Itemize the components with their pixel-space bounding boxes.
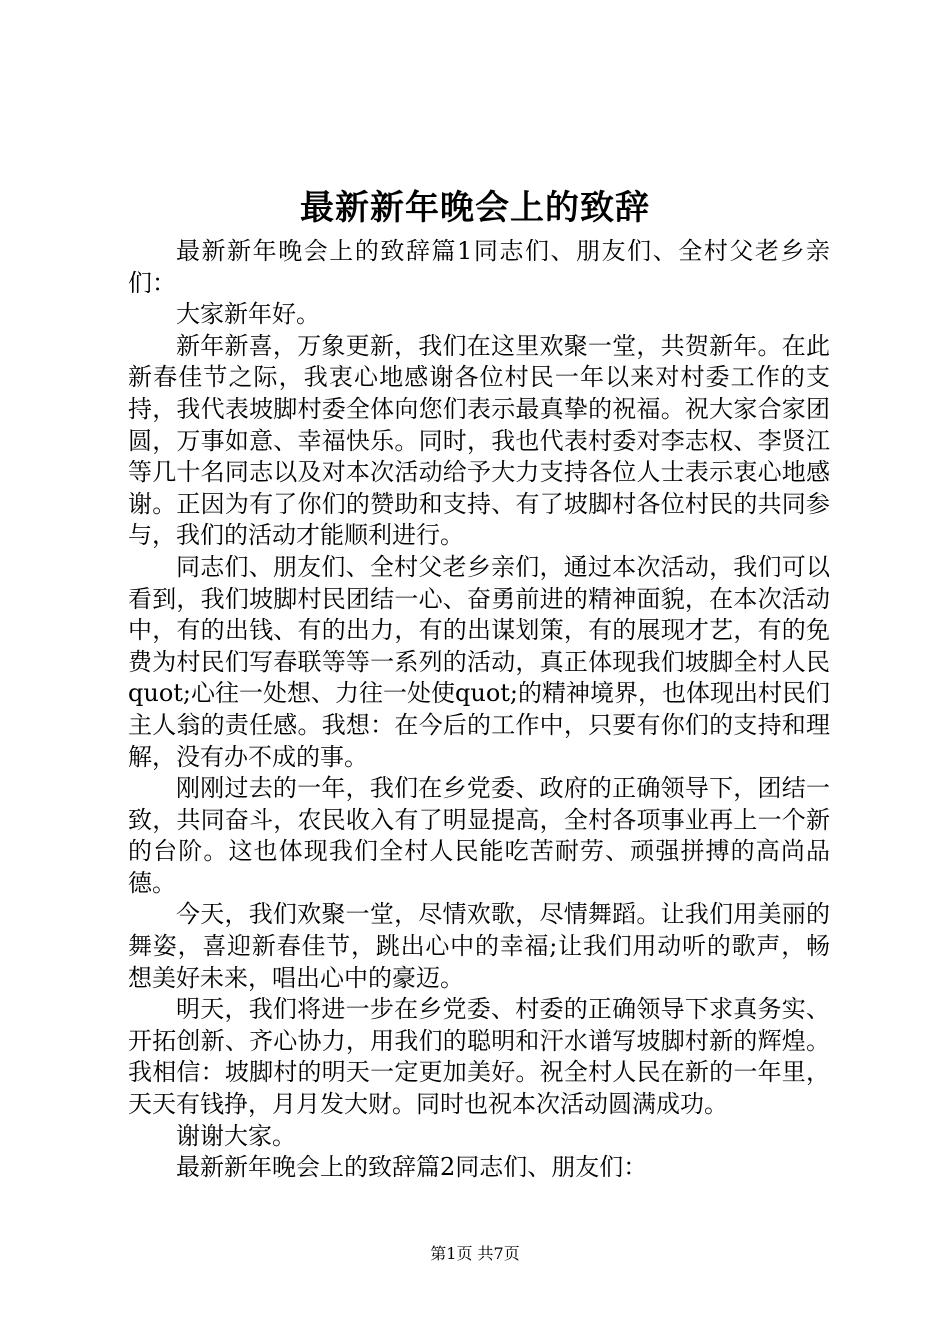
paragraph: 最新新年晚会上的致辞篇2同志们、朋友们： [176, 1153, 648, 1182]
paragraph: 谢谢大家。 [176, 1121, 296, 1150]
document-body [128, 236, 830, 1184]
paragraph: 今天，我们欢聚一堂，尽情欢歌，尽情舞蹈。让我们用美丽的舞姿，喜迎新春佳节，跳出心中的幸福;让我们用动听的歌声，畅想美好未来，唱出心中的豪迈。 [128, 900, 830, 992]
paragraph: 同志们、朋友们、全村父老乡亲们，通过本次活动，我们可以看到，我们坡脚村民团结一心、奋勇前进的精神面貌，在本次活动中，有的出钱、有的出力，有的出谋划策，有的展现才艺，有的免费为村民们写春联等等一系列的活动，真正体现我们坡脚全村人民quot;心往一处想、力往一处使quot;的精神境界，也体现出村民们主人翁的责任感。我想：在今后的工作中，只要有你们的支持和理解，没有办不成的事。 [128, 552, 830, 771]
paragraph: 新年新喜，万象更新，我们在这里欢聚一堂，共贺新年。在此新春佳节之际，我衷心地感谢各位村民一年以来对村委工作的支持，我代表坡脚村委全体向您们表示最真挚的祝福。祝大家合家团圆，万事如意、幸福快乐。同时，我也代表村委对李志权、李贤江等几十名同志以及对本次活动给予大力支持各位人士表示衷心地感谢。正因为有了你们的赞助和支持、有了坡脚村各位村民的共同参与，我们的活动才能顺利进行。 [128, 331, 830, 550]
paragraph: 刚刚过去的一年，我们在乡党委、政府的正确领导下，团结一致，共同奋斗，农民收入有了明显提高，全村各项事业再上一个新的台阶。这也体现我们全村人民能吃苦耐劳、顽强拼搏的高尚品德。 [128, 774, 830, 897]
paragraph: 明天，我们将进一步在乡党委、村委的正确领导下求真务实、开拓创新、齐心协力，用我们的聪明和汗水谱写坡脚村新的辉煌。我相信：坡脚村的明天一定更加美好。祝全村人民在新的一年里，天天有钱挣，月月发大财。同时也祝本次活动圆满成功。 [128, 995, 830, 1119]
paragraph: 最新新年晚会上的致辞篇1同志们、朋友们、全村父老乡亲们： [128, 237, 830, 297]
paragraph: 大家新年好。 [176, 300, 320, 329]
document-title: 最新新年晚会上的致辞 [300, 188, 650, 228]
page-number-footer: 第1页 共7页 [430, 1244, 520, 1263]
